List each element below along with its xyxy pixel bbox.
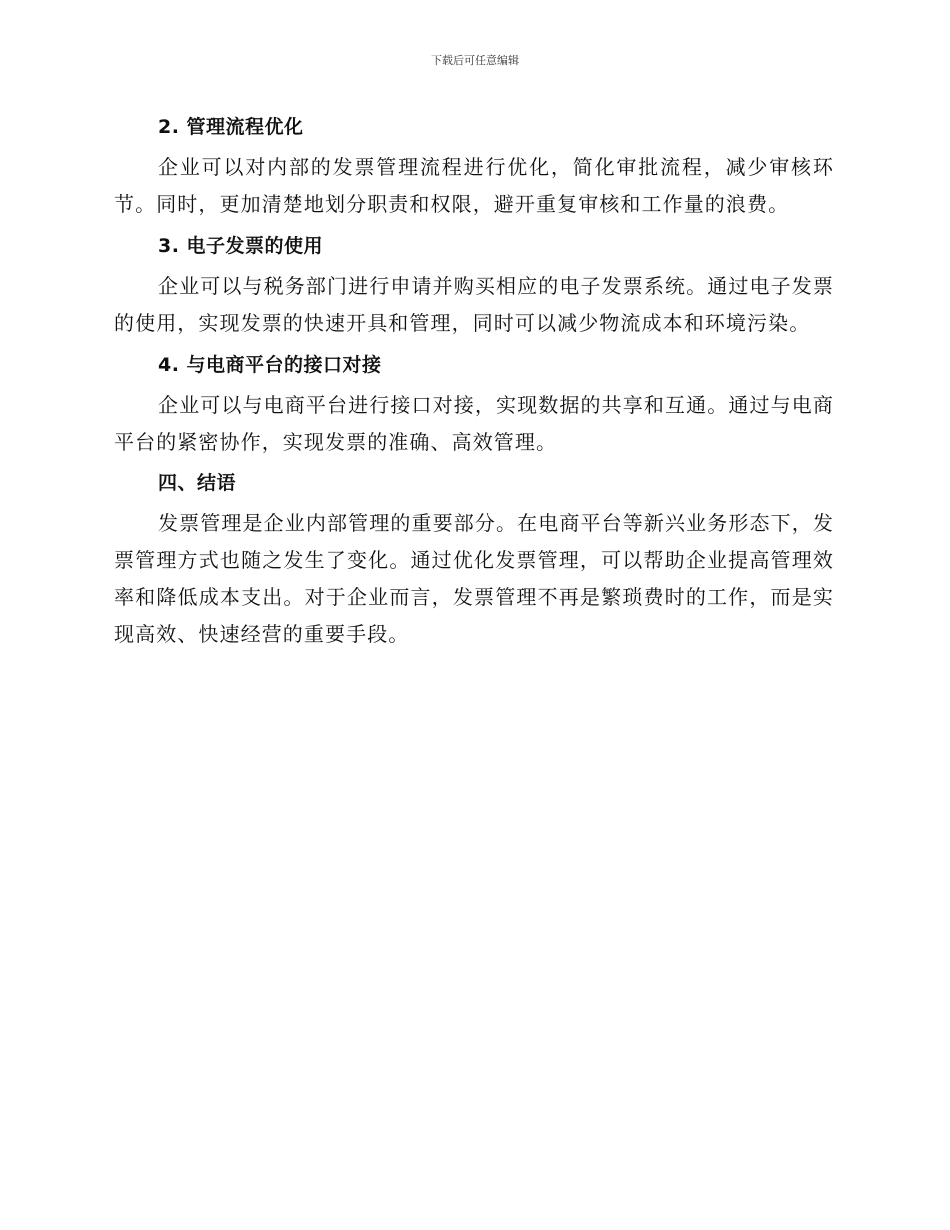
section-heading-management-process: 2. 管理流程优化 (158, 116, 304, 138)
section-paragraph-management-process: 企业可以对内部的发票管理流程进行优化，简化审批流程，减少审核环节。同时，更加清楚地划分职责和权限，避开重复审核和工作量的浪费。 (114, 155, 834, 216)
section-heading-ecommerce-interface: 4. 与电商平台的接口对接 (158, 354, 382, 376)
section-heading-conclusion: 四、结语 (158, 472, 237, 494)
section-paragraph-conclusion: 发票管理是企业内部管理的重要部分。在电商平台等新兴业务形态下，发票管理方式也随之发生了变化。通过优化发票管理，可以帮助企业提高管理效率和降低成本支出。对于企业而言，发票管理不再是繁琐费时的工作，而是实现高效、快速经营的重要手段。 (114, 511, 834, 646)
section-paragraph-ecommerce-interface: 企业可以与电商平台进行接口对接，实现数据的共享和互通。通过与电商平台的紧密协作，实现发票的准确、高效管理。 (114, 393, 834, 454)
page-header: 下载后可任意编辑 (431, 54, 519, 67)
section-paragraph-electronic-invoice: 企业可以与税务部门进行申请并购买相应的电子发票系统。通过电子发票的使用，实现发票的快速开具和管理，同时可以减少物流成本和环境污染。 (114, 274, 834, 335)
section-heading-electronic-invoice: 3. 电子发票的使用 (158, 235, 324, 257)
document-body (114, 112, 834, 653)
